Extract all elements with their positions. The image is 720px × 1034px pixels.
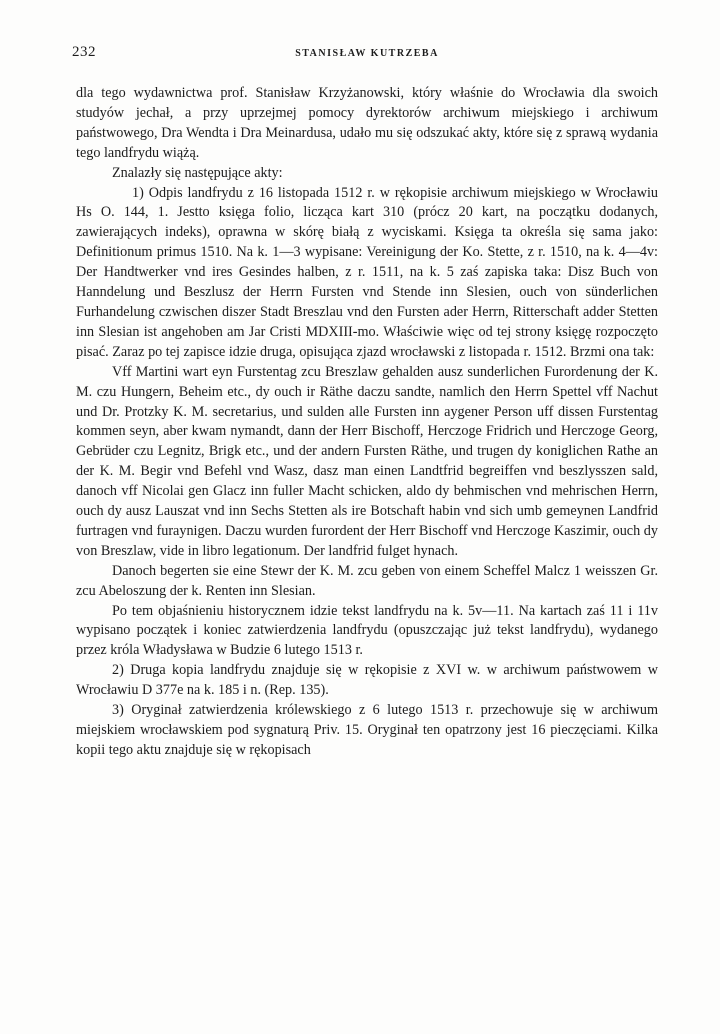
running-head: STANISŁAW KUTRZEBA (295, 48, 439, 59)
body-text (76, 84, 658, 761)
paragraph-continuation: dla tego wydawnictwa prof. Stanisław Krzyżanowski, który właśnie do Wrocławia dla swoich studyów jechał, a przy uprzejmej pomocy dyrektorów archiwum miejskiego i archiwum państwowego, Dra Wendta i Dra Meinardusa, udało mu się odszukać akty, które się z sprawą wydania tego landfrydu wiążą. (76, 85, 658, 161)
paragraph-quote: Vff Martini wart eyn Furstentag zcu Breszlaw gehalden ausz sunderlichen Furordenung der K. M. czu Hungern, Beheim etc., dy ouch ir Räthe daczu sandte, namlich den Herrn Spettel vff Nachut und Dr. Protzky K. M. secretarius, und sulden alle Fursten inn aygener Person uff dissen Furstentag kommen seyn, aber kwam nymandt, dann der Herr Bischoff, Herczoge Fridrich und Herczoge Georg, Gebrüder czu Legnitz, Brigk etc., und der andern Fursten Räthe, und trugen dy koniglichen Rathe an der K. M. Begir vnd Befehl vnd Wasz, dasz man einen Landtfrid begreiffen vnd beszlysszen sald, danoch vff Nicolai gen Glacz inn fuller Macht schicken, aldo dy behmischen vnd mehrischen Herrn, ouch dy ausz Lauszat vnd inn Sechs Stetten als ire Botschaft habin vnd sich umb gemeynen Landfrid furtragen vnd furaynigen. Daczu wurden furordent der Herr Bischoff vnd Herczoge Kaszimir, ouch dy von Breszlaw, vide in libro legationum. Der landfrid fulget hynach. (76, 363, 658, 559)
page-number: 232 (72, 44, 96, 60)
paragraph-item-1: 1) Odpis landfrydu z 16 listopada 1512 r. w rękopisie archiwum miejskiego w Wrocławiu Hs O. 144, 1. Jestto księga folio, licząca kart 310 (prócz 20 kart, na początku dodanych, zawierających indeks), oprawna w skórę białą z wyciskami. Księga ta określa się sama jako: Definitionum primus 1510. Na k. 1—3 wypisane: Vereinigung der Ko. Stette, z r. 1510, na k. 4—4v: Der Handtwerker vnd ires Gesindes halben, z r. 1511, na k. 5 zaś zapiska taka: Disz Buch von Hanndelung und Beszlusz der Herrn Fursten vnd Stende inn Slesien, ouch von sünderlichen Furhandelung czwischen diszer Stadt Breszlau vnd den Fursten ader Herrn, Ritterschaft adder Stetten inn Slesian ist angehoben am Jar Cristi MDXIII-mo. Właściwie więc od tej strony księgę rozpoczęto pisać. Zaraz po tej zapisce idzie druga, opisująca zjazd wrocławski z listopada r. 1512. Brzmi ona tak: (76, 184, 658, 360)
paragraph-intro: Znalazły się następujące akty: (112, 164, 283, 181)
paragraph-item-3: 3) Oryginał zatwierdzenia królewskiego z 6 lutego 1513 r. przechowuje się w archiwum miejskiem wrocławskiem pod sygnaturą Priv. 15. Oryginał ten opatrzony jest 16 pieczęciami. Kilka kopii tego aktu znajduje się w rękopisach (76, 702, 658, 758)
paragraph-historical-note: Po tem objaśnieniu historycznem idzie tekst landfrydu na k. 5v—11. Na kartach zaś 11 i 11v wypisano początek i koniec zatwierdzenia landfrydu (opuszczając już tekst landfrydu), wydanego przez króla Władysława w Budzie 6 lutego 1513 r. (76, 602, 658, 659)
page-header (72, 44, 658, 68)
paragraph-item-2: 2) Druga kopia landfrydu znajduje się w rękopisie z XVI w. w archiwum państwowem w Wrocławiu D 377e na k. 185 i n. (Rep. 135). (76, 662, 658, 699)
paragraph-quote-continued: Danoch begerten sie eine Stewr der K. M. zcu geben von einem Scheffel Malcz 1 weisszen Gr. zcu Abeloszung der k. Renten inn Slesian. (76, 562, 658, 599)
